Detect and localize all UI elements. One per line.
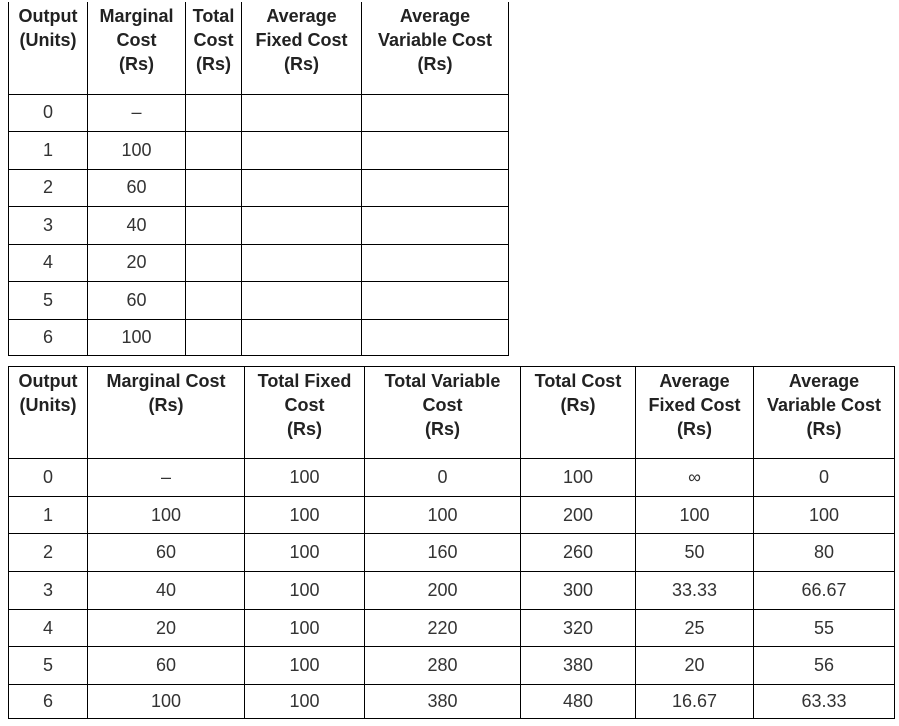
table-cell: [242, 94, 362, 132]
table-cell: [362, 319, 509, 355]
table-cell: 16.67: [636, 685, 754, 719]
table-cell: 100: [88, 132, 186, 170]
column-header: [186, 2, 242, 94]
column-header-line: (Rs): [196, 54, 231, 74]
table-cell: –: [88, 459, 245, 497]
column-header-line: Output: [18, 6, 78, 26]
table-cell: [242, 282, 362, 320]
table-cell: 2: [9, 169, 88, 207]
column-header-line: Cost: [422, 395, 463, 415]
table-row: [9, 609, 895, 647]
table-cell: 100: [245, 572, 365, 610]
table-cell: [242, 132, 362, 170]
column-header: [521, 367, 636, 459]
table-cell: 2: [9, 534, 88, 572]
table-cell: [186, 169, 242, 207]
table-cell: [186, 132, 242, 170]
table-cell: [362, 207, 509, 245]
column-header-line: (Rs): [806, 419, 842, 439]
table-cell: [362, 244, 509, 282]
column-header-line: (Rs): [425, 419, 460, 439]
table-cell: 100: [88, 319, 186, 355]
header-row: [9, 2, 509, 94]
column-header-line: (Rs): [417, 54, 453, 74]
column-header-line: Average: [659, 371, 730, 391]
table-cell: 100: [245, 647, 365, 685]
table-cell: 40: [88, 572, 245, 610]
table-cell: 0: [9, 459, 88, 497]
table-cell: 100: [521, 459, 636, 497]
table-cell: 100: [245, 534, 365, 572]
column-header-line: Average: [399, 6, 471, 26]
table-cell: 1: [9, 132, 88, 170]
table-cell: 100: [754, 496, 895, 534]
table-cell: 66.67: [754, 572, 895, 610]
column-header-line: (Rs): [560, 395, 596, 415]
table-cell: 220: [365, 609, 521, 647]
column-header: [242, 2, 362, 94]
table-cell: 6: [9, 319, 88, 355]
table-row: [9, 319, 509, 355]
table-cell: 55: [754, 609, 895, 647]
table-cell: 3: [9, 207, 88, 245]
column-header-line: Cost: [193, 30, 234, 50]
table-cell: [242, 244, 362, 282]
table-header: [9, 367, 895, 459]
table-cell: 380: [365, 685, 521, 719]
table-cell: [362, 282, 509, 320]
table-cell: ∞: [636, 459, 754, 497]
table-header: [9, 2, 509, 94]
table-row: [9, 244, 509, 282]
column-header-line: Output: [18, 371, 78, 391]
table-cell: [186, 94, 242, 132]
column-header-line: Marginal Cost: [106, 371, 226, 391]
table-cell: 4: [9, 244, 88, 282]
column-header-line: (Rs): [284, 54, 319, 74]
table-cell: 480: [521, 685, 636, 719]
table-cell: 1: [9, 496, 88, 534]
column-header-line: (Rs): [287, 419, 322, 439]
column-header-line: Variable Cost: [766, 395, 882, 415]
table-cell: 60: [88, 169, 186, 207]
header-row: [9, 367, 895, 459]
table-cell: 200: [521, 496, 636, 534]
table-cell: 56: [754, 647, 895, 685]
cost-table-blank: [8, 2, 509, 356]
table-cell: 100: [636, 496, 754, 534]
table-cell: 60: [88, 282, 186, 320]
table-cell: 20: [88, 244, 186, 282]
column-header-line: Average: [266, 6, 337, 26]
table-cell: 300: [521, 572, 636, 610]
table-cell: 4: [9, 609, 88, 647]
table-row: [9, 534, 895, 572]
table-row: [9, 685, 895, 719]
table-cell: [362, 132, 509, 170]
table-cell: 20: [636, 647, 754, 685]
column-header-line: Marginal: [99, 6, 174, 26]
column-header-line: Total: [192, 6, 235, 26]
column-header-line: Total Variable: [384, 371, 501, 391]
column-header: [9, 367, 88, 459]
table-cell: 63.33: [754, 685, 895, 719]
column-header-line: (Rs): [119, 54, 154, 74]
column-header-line: (Rs): [677, 419, 712, 439]
column-header: [9, 2, 88, 94]
table-cell: 5: [9, 282, 88, 320]
column-header-line: Fixed Cost: [648, 395, 741, 415]
table-cell: [186, 244, 242, 282]
table-row: [9, 647, 895, 685]
column-header-line: Average: [788, 371, 860, 391]
table-cell: 20: [88, 609, 245, 647]
column-header: [365, 367, 521, 459]
table-cell: 80: [754, 534, 895, 572]
table-cell: 100: [245, 609, 365, 647]
column-header-line: Fixed Cost: [255, 30, 348, 50]
table-row: [9, 282, 509, 320]
column-header-line: Total Fixed: [257, 371, 352, 391]
table-cell: 50: [636, 534, 754, 572]
table-cell: 40: [88, 207, 186, 245]
table-cell: 0: [754, 459, 895, 497]
table-cell: [242, 169, 362, 207]
table-cell: 200: [365, 572, 521, 610]
table-cell: 25: [636, 609, 754, 647]
cost-table-filled: [8, 366, 895, 719]
table-cell: 160: [365, 534, 521, 572]
table-cell: [186, 282, 242, 320]
table-cell: [186, 207, 242, 245]
column-header: [362, 2, 509, 94]
column-header-line: Cost: [116, 30, 157, 50]
column-header-line: Total Cost: [534, 371, 622, 391]
table-cell: 100: [245, 496, 365, 534]
column-header: [88, 367, 245, 459]
table-row: [9, 94, 509, 132]
table-row: [9, 132, 509, 170]
table-body: [9, 459, 895, 719]
column-header-line: Variable Cost: [377, 30, 493, 50]
table-cell: 320: [521, 609, 636, 647]
table-cell: [362, 94, 509, 132]
table-body: [9, 94, 509, 355]
table-cell: 0: [9, 94, 88, 132]
column-header-line: Cost: [284, 395, 325, 415]
table-cell: 5: [9, 647, 88, 685]
table-cell: 60: [88, 647, 245, 685]
table-cell: 60: [88, 534, 245, 572]
column-header: [245, 367, 365, 459]
table-cell: [362, 169, 509, 207]
table-row: [9, 169, 509, 207]
table-cell: 33.33: [636, 572, 754, 610]
table-cell: 100: [245, 685, 365, 719]
table-cell: 260: [521, 534, 636, 572]
column-header: [754, 367, 895, 459]
table-cell: 6: [9, 685, 88, 719]
column-header-line: (Units): [19, 395, 77, 415]
column-header-line: (Units): [19, 30, 77, 50]
table-cell: –: [88, 94, 186, 132]
table-row: [9, 496, 895, 534]
table-row: [9, 207, 509, 245]
column-header: [636, 367, 754, 459]
table-cell: 100: [88, 685, 245, 719]
table-row: [9, 459, 895, 497]
table-cell: 100: [245, 459, 365, 497]
table-cell: 0: [365, 459, 521, 497]
table-cell: 100: [88, 496, 245, 534]
table-cell: [186, 319, 242, 355]
table-cell: 380: [521, 647, 636, 685]
column-header: [88, 2, 186, 94]
table-cell: [242, 207, 362, 245]
table-cell: 280: [365, 647, 521, 685]
table-cell: [242, 319, 362, 355]
table-row: [9, 572, 895, 610]
column-header-line: (Rs): [148, 395, 184, 415]
table-cell: 3: [9, 572, 88, 610]
table-cell: 100: [365, 496, 521, 534]
